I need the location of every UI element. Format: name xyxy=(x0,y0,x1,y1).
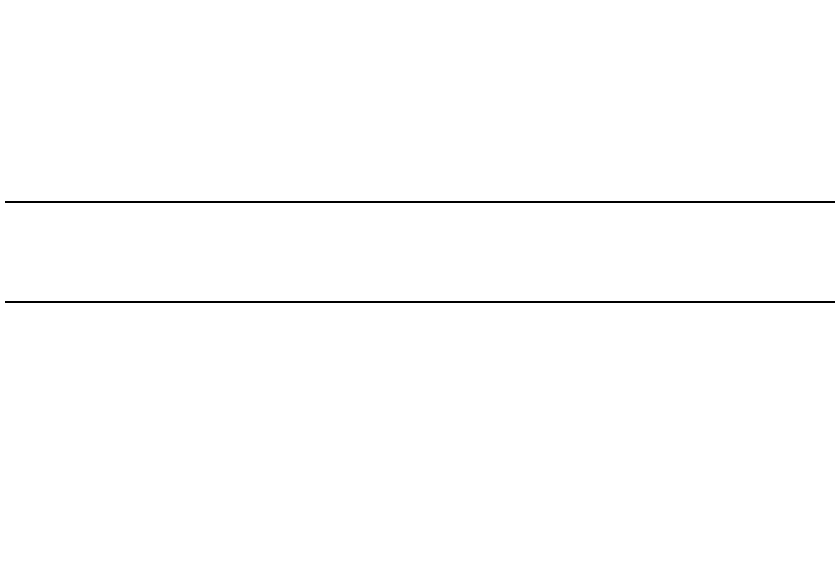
section-divider xyxy=(5,301,835,303)
section-divider xyxy=(5,201,835,203)
